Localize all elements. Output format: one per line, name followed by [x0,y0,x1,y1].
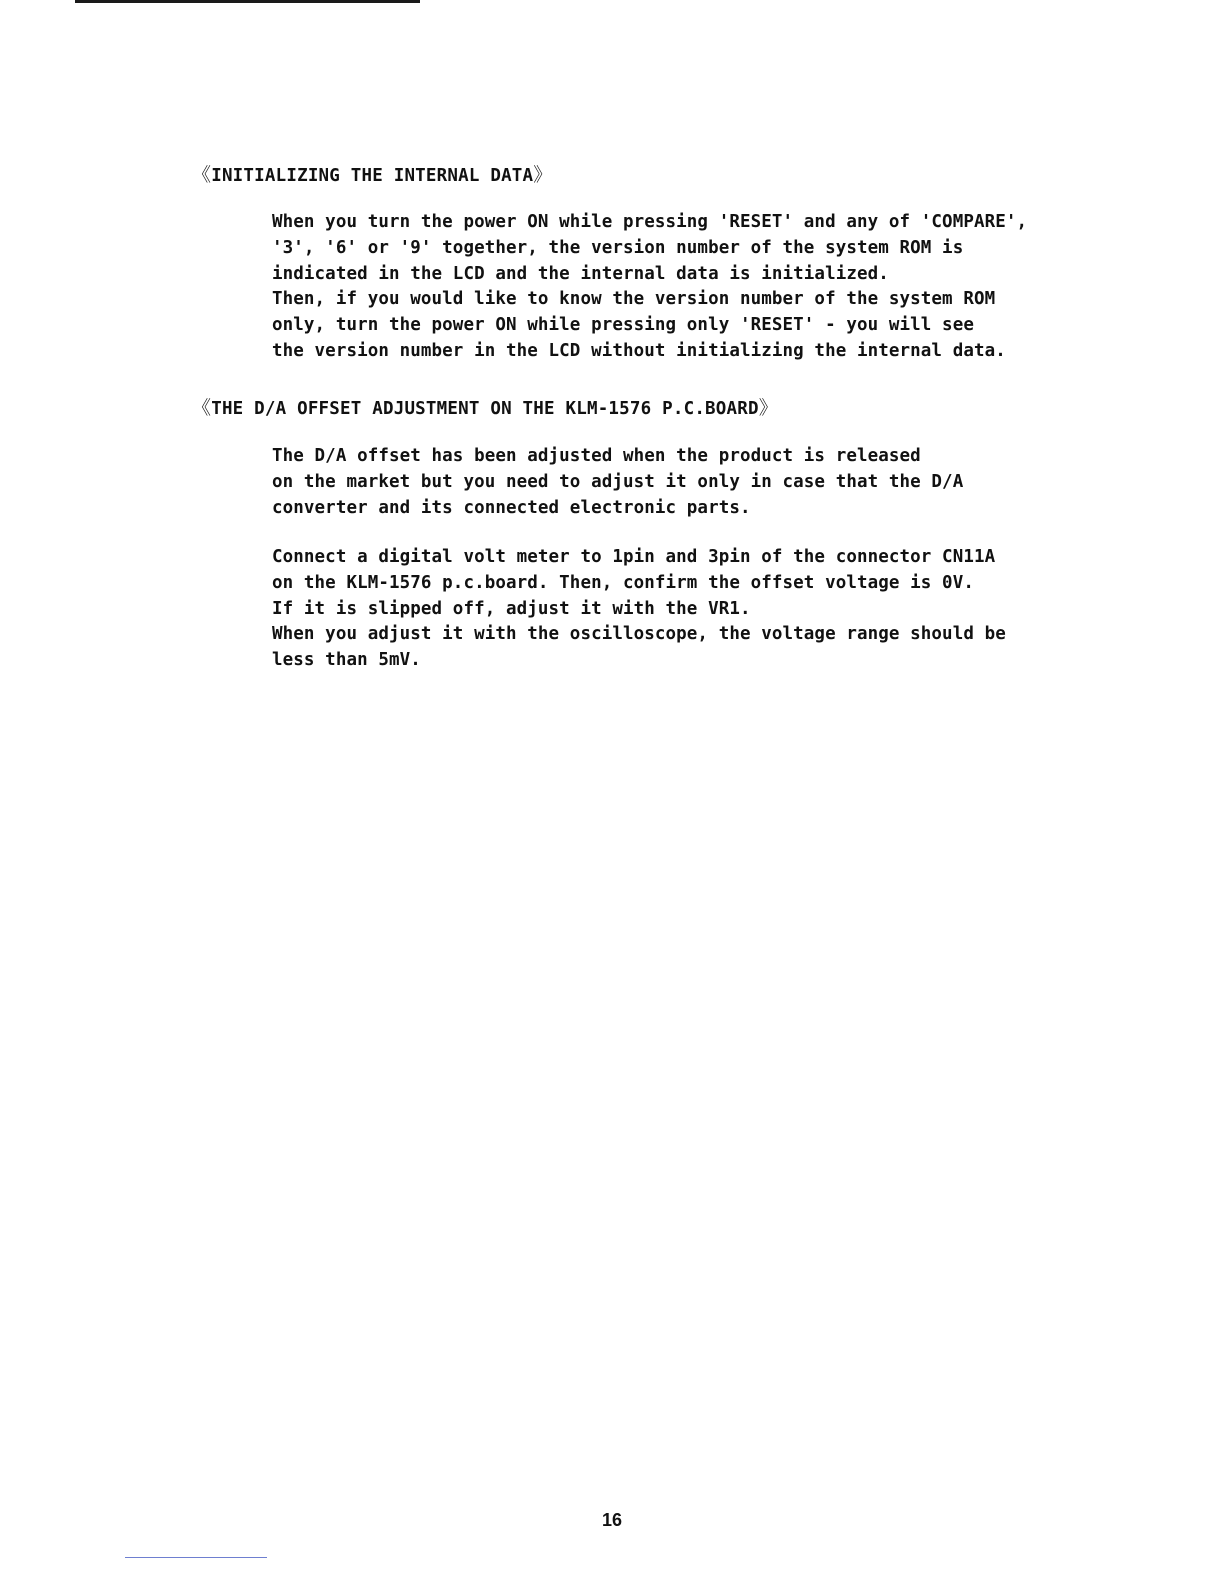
heading-close-bracket: 》 [533,164,553,186]
paragraph-da-offset-intro [272,444,1032,521]
text-line: The D/A offset has been adjusted when the product is released [272,446,921,466]
heading-open-bracket: 《 [192,164,212,186]
bottom-rule [125,1557,267,1558]
text-line: only, turn the power ON while pressing only 'RESET' - you will see [272,315,974,336]
text-line: converter and its connected electronic parts. [272,497,751,518]
text-line: When you turn the power ON while pressing 'RESET' and any of 'COMPARE', [272,212,1028,232]
text-line: Connect a digital volt meter to 1pin and 3pin of the connector CN11A [272,547,996,567]
text-line: indicated in the LCD and the internal data is initialized. [272,263,889,284]
text-line: Then, if you would like to know the version number of the system ROM [272,289,996,310]
paragraph-initializing [272,210,1032,365]
paragraph-da-offset-procedure [272,545,1032,674]
text-line: '3', '6' or '9' together, the version number of the system ROM is [272,237,964,258]
heading-open-bracket: 《 [192,397,212,419]
text-line: If it is slipped off, adjust it with the VR1. [272,598,751,619]
heading-close-bracket: 》 [758,397,778,419]
page-number: 16 [601,1510,623,1530]
text-line: on the market but you need to adjust it only in case that the D/A [272,471,964,492]
section-heading-initializing [192,160,552,187]
text-line: the version number in the LCD without initializing the internal data. [272,340,1006,361]
section-heading-text: THE D/A OFFSET ADJUSTMENT ON THE KLM-1576 P.C.BOARD [211,399,759,419]
text-line: less than 5mV. [272,650,421,671]
section-heading-da-offset [192,393,778,420]
text-line: When you adjust it with the oscilloscope, the voltage range should be [272,624,1006,645]
text-line: on the KLM-1576 p.c.board. Then, confirm the offset voltage is 0V. [272,572,974,593]
top-rule [75,0,420,3]
section-heading-text: INITIALIZING THE INTERNAL DATA [211,166,534,186]
